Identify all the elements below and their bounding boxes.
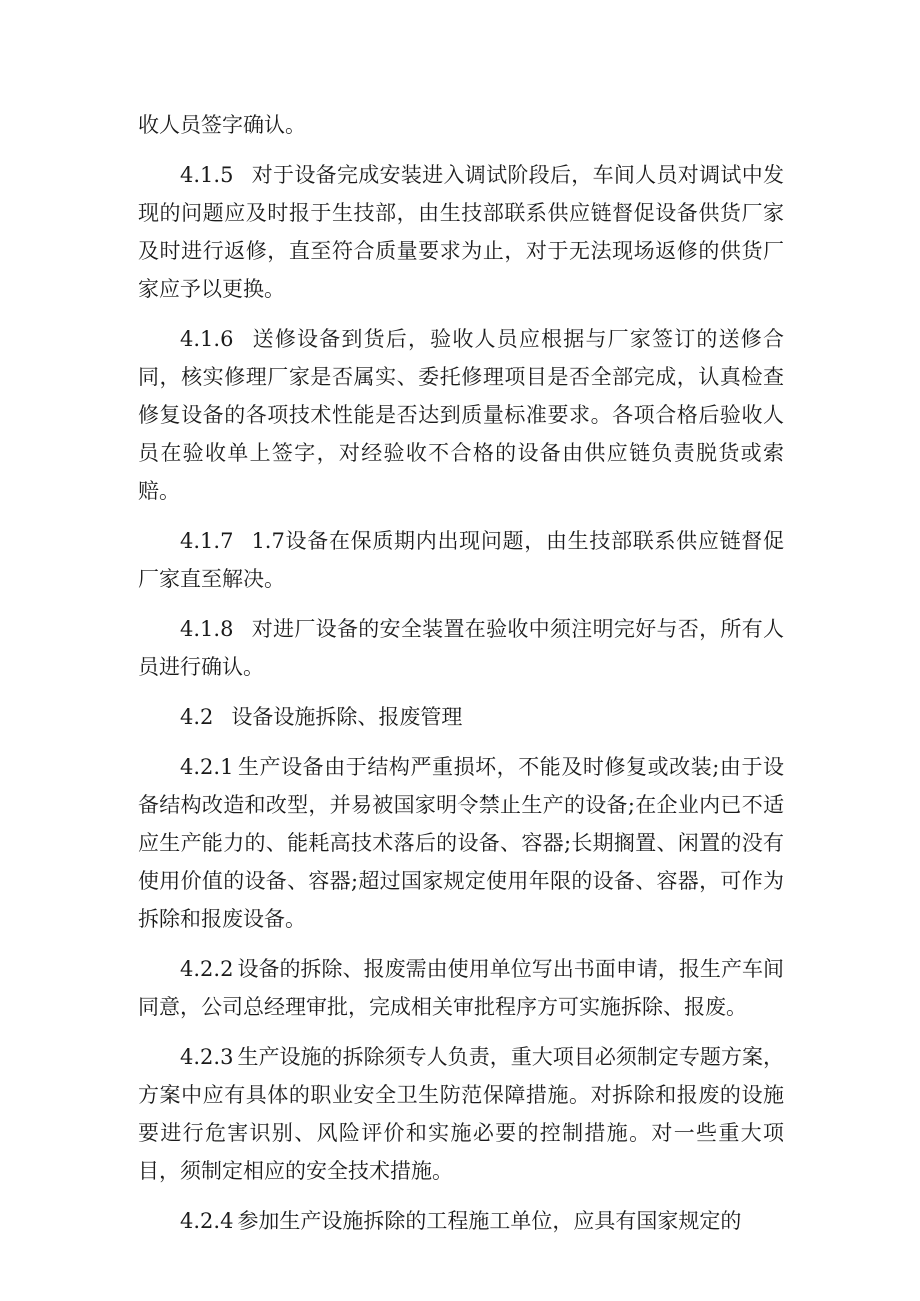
paragraph-4-1-8 [138,610,784,686]
paragraph-text: 对于设备完成安装进入调试阶段后，车间人员对调试中发现的问题应及时报于生技部，由生技部联系供应链督促设备供货厂家及时进行返修，直至符合质量要求为止，对于无法现场返修的供货厂家应予以更换。 [138,163,784,301]
section-title: 设备设施拆除、报废管理 [231,705,463,729]
clause-number: 4.1.8 [180,617,234,641]
paragraph-text: 送修设备到货后，验收人员应根据与厂家签订的送修合同，核实修理厂家是否属实、委托修理项目是否全部完成，认真检查修复设备的各项技术性能是否达到质量标准要求。各项合格后验收人员在验收单上签字，对经验收不合格的设备由供应链负责脱货或索赔。 [138,327,784,503]
paragraph-4-2-3 [138,1038,784,1190]
paragraph-4-1-5 [138,156,784,308]
paragraph-text: 生产设备由于结构严重损坏，不能及时修复或改装;由于设备结构改造和改型，并易被国家明令禁止生产的设备;在企业内已不适应生产能力的、能耗高技术落后的设备、容器;长期搁置、闲置的没有使用价值的设备、容器;超过国家规定使用年限的设备、容器，可作为拆除和报废设备。 [138,755,784,931]
paragraph-text: 1.7设备在保质期内出现问题，由生技部联系供应链督促厂家直至解决。 [138,529,784,591]
paragraph-4-2-4 [138,1202,784,1240]
clause-number: 4.2.3 [180,1045,234,1069]
paragraph-4-1-6 [138,320,784,510]
section-heading-4-2 [138,698,784,736]
paragraph-continuation [138,106,784,144]
clause-number: 4.1.6 [180,327,234,351]
paragraph-text: 设备的拆除、报废需由使用单位写出书面申请，报生产车间同意，公司总经理审批，完成相关审批程序方可实施拆除、报废。 [138,957,784,1019]
paragraph-text: 生产设施的拆除须专人负责，重大项目必须制定专题方案，方案中应有具体的职业安全卫生防范保障措施。对拆除和报废的设施要进行危害识别、风险评价和实施必要的控制措施。对一些重大项目，须制定相应的安全技术措施。 [138,1045,784,1183]
clause-number: 4.1.7 [180,529,234,553]
paragraph-text: 对进厂设备的安全装置在验收中须注明完好与否，所有人员进行确认。 [138,617,784,679]
paragraph-4-1-7 [138,522,784,598]
paragraph-text: 收人员签字确认。 [138,113,306,137]
clause-number: 4.2.2 [180,957,234,981]
section-number: 4.2 [180,705,214,729]
paragraph-4-2-2 [138,950,784,1026]
clause-number: 4.2.4 [180,1209,234,1233]
paragraph-text: 参加生产设施拆除的工程施工单位，应具有国家规定的 [237,1209,742,1233]
document-body [138,106,784,1252]
clause-number: 4.2.1 [180,755,234,779]
paragraph-4-2-1 [138,748,784,938]
clause-number: 4.1.5 [180,163,234,187]
